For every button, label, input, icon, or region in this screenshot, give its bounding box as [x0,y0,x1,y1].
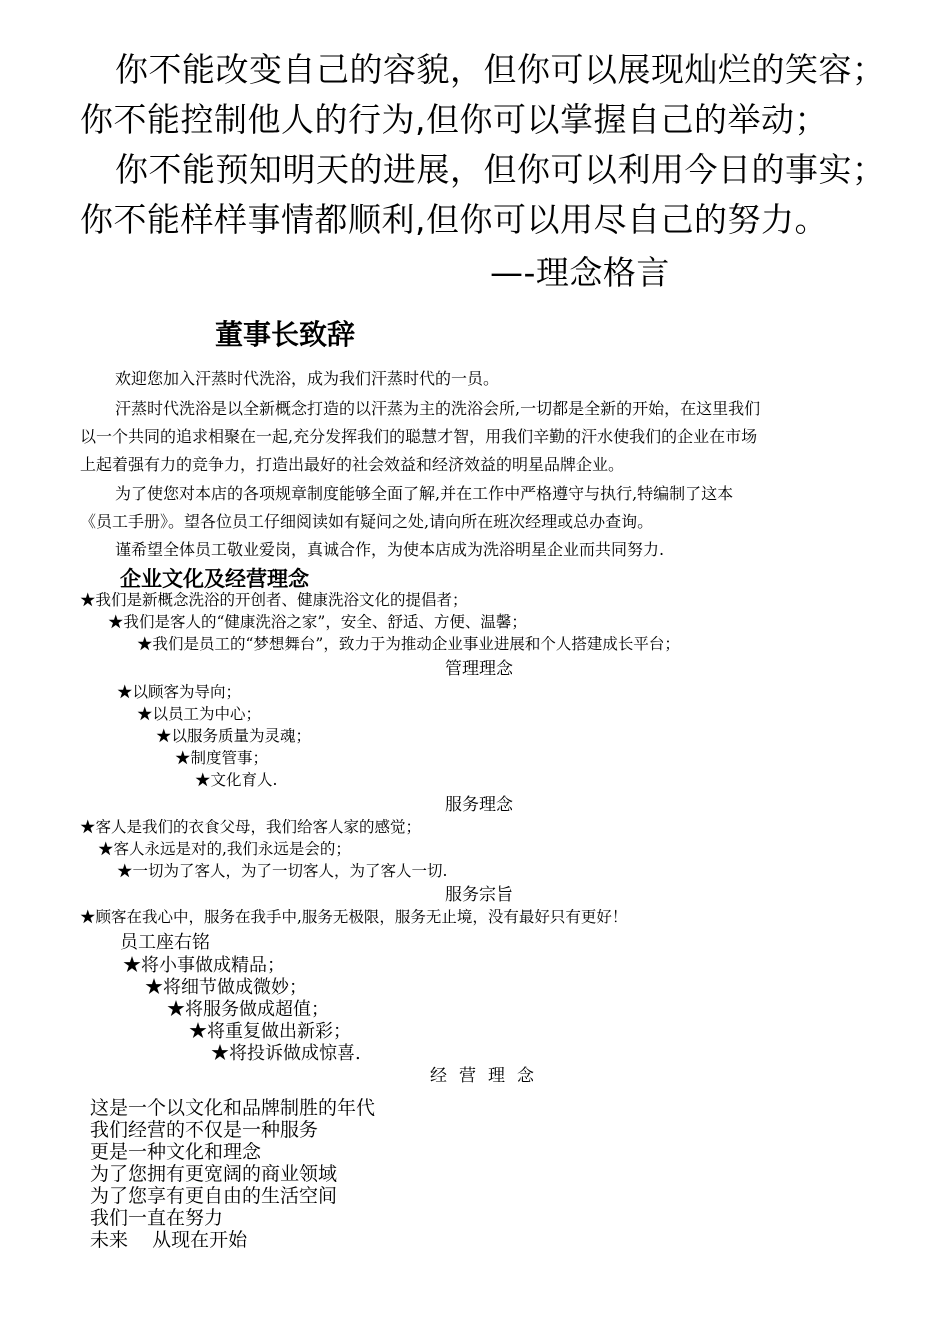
service-item: ★一切为了客人，为了一切客人，为了客人一切. [117,862,448,880]
staff-motto-item: ★将重复做出新彩； [189,1021,351,1042]
chairman-title: 董事长致辞 [215,318,356,351]
motto-attribution: —-理念格言 [490,253,670,292]
management-item: ★以员工为中心； [137,705,262,723]
staff-motto-item: ★将服务做成超值； [167,999,329,1020]
management-title: 管理理念 [445,659,513,679]
staff-motto-item: ★将细节做成微妙； [145,977,307,998]
service-item: ★客人永远是对的,我们永远是会的； [98,840,351,858]
staff-motto-item: ★将投诉做成惊喜. [211,1043,361,1064]
business-line: 为了您享有更自由的生活空间 [90,1185,338,1207]
management-item: ★以顾客为导向； [117,683,242,701]
motto-line-4: 你不能样样事情都顺利,但你可以用尽自己的努力。 [80,200,828,239]
business-line: 更是一种文化和理念 [90,1141,262,1163]
chairman-paragraph: 欢迎您加入汗蒸时代洗浴，成为我们汗蒸时代的一员。 [115,369,500,388]
motto-line-3: 你不能预知明天的进展，但你可以利用今日的事实； [115,150,886,189]
purpose-item: ★顾客在我心中，服务在我手中,服务无极限，服务无止境，没有最好只有更好！ [80,908,628,926]
management-item: ★以服务质量为灵魂； [156,727,312,745]
motto-line-1: 你不能改变自己的容貌，但你可以展现灿烂的笑容； [115,50,886,89]
culture-item: ★我们是客人的“健康洗浴之家”，安全、舒适、方便、温馨； [108,613,527,631]
culture-item: ★我们是员工的“梦想舞台”，致力于为推动企业事业进展和个人搭建成长平台； [137,635,680,653]
staff-motto-item: ★将小事做成精品； [123,955,285,976]
chairman-paragraph: 汗蒸时代洗浴是以全新概念打造的以汗蒸为主的洗浴会所,一切都是全新的开始，在这里我们 [115,399,761,418]
chairman-paragraph: 谨希望全体员工敬业爱岗，真诚合作，为使本店成为洗浴明星企业而共同努力. [115,540,665,559]
business-line: 未来 从现在开始 [90,1229,248,1251]
service-title: 服务理念 [445,795,513,815]
business-line: 这是一个以文化和品牌制胜的年代 [90,1097,376,1119]
service-item: ★客人是我们的衣食父母，我们给客人家的感觉； [80,818,422,836]
purpose-title: 服务宗旨 [445,885,513,905]
business-title: 经营理念 [430,1066,546,1086]
staff-motto-title: 员工座右铭 [120,932,210,953]
culture-title: 企业文化及经营理念 [120,567,309,591]
business-line: 我们经营的不仅是一种服务 [90,1119,319,1141]
business-line: 为了您拥有更宽阔的商业领域 [90,1163,338,1185]
management-item: ★制度管事； [175,749,269,767]
chairman-paragraph: 以一个共同的追求相聚在一起,充分发挥我们的聪慧才智，用我们辛勤的汗水使我们的企业在市场 [80,427,758,446]
management-item: ★文化育人. [195,771,278,789]
business-line: 我们一直在努力 [90,1207,224,1229]
chairman-paragraph: 《员工手册》。望各位员工仔细阅读如有疑问之处,请向所在班次经理或总办查询。 [80,512,654,531]
motto-line-2: 你不能控制他人的行为,但你可以掌握自己的举动； [80,100,828,139]
culture-item: ★我们是新概念洗浴的开创者、健康洗浴文化的提倡者； [80,591,468,609]
chairman-paragraph: 上起着强有力的竞争力，打造出最好的社会效益和经济效益的明星品牌企业。 [80,455,625,474]
chairman-paragraph: 为了使您对本店的各项规章制度能够全面了解,并在工作中严格遵守与执行,特编制了这本 [115,484,734,503]
